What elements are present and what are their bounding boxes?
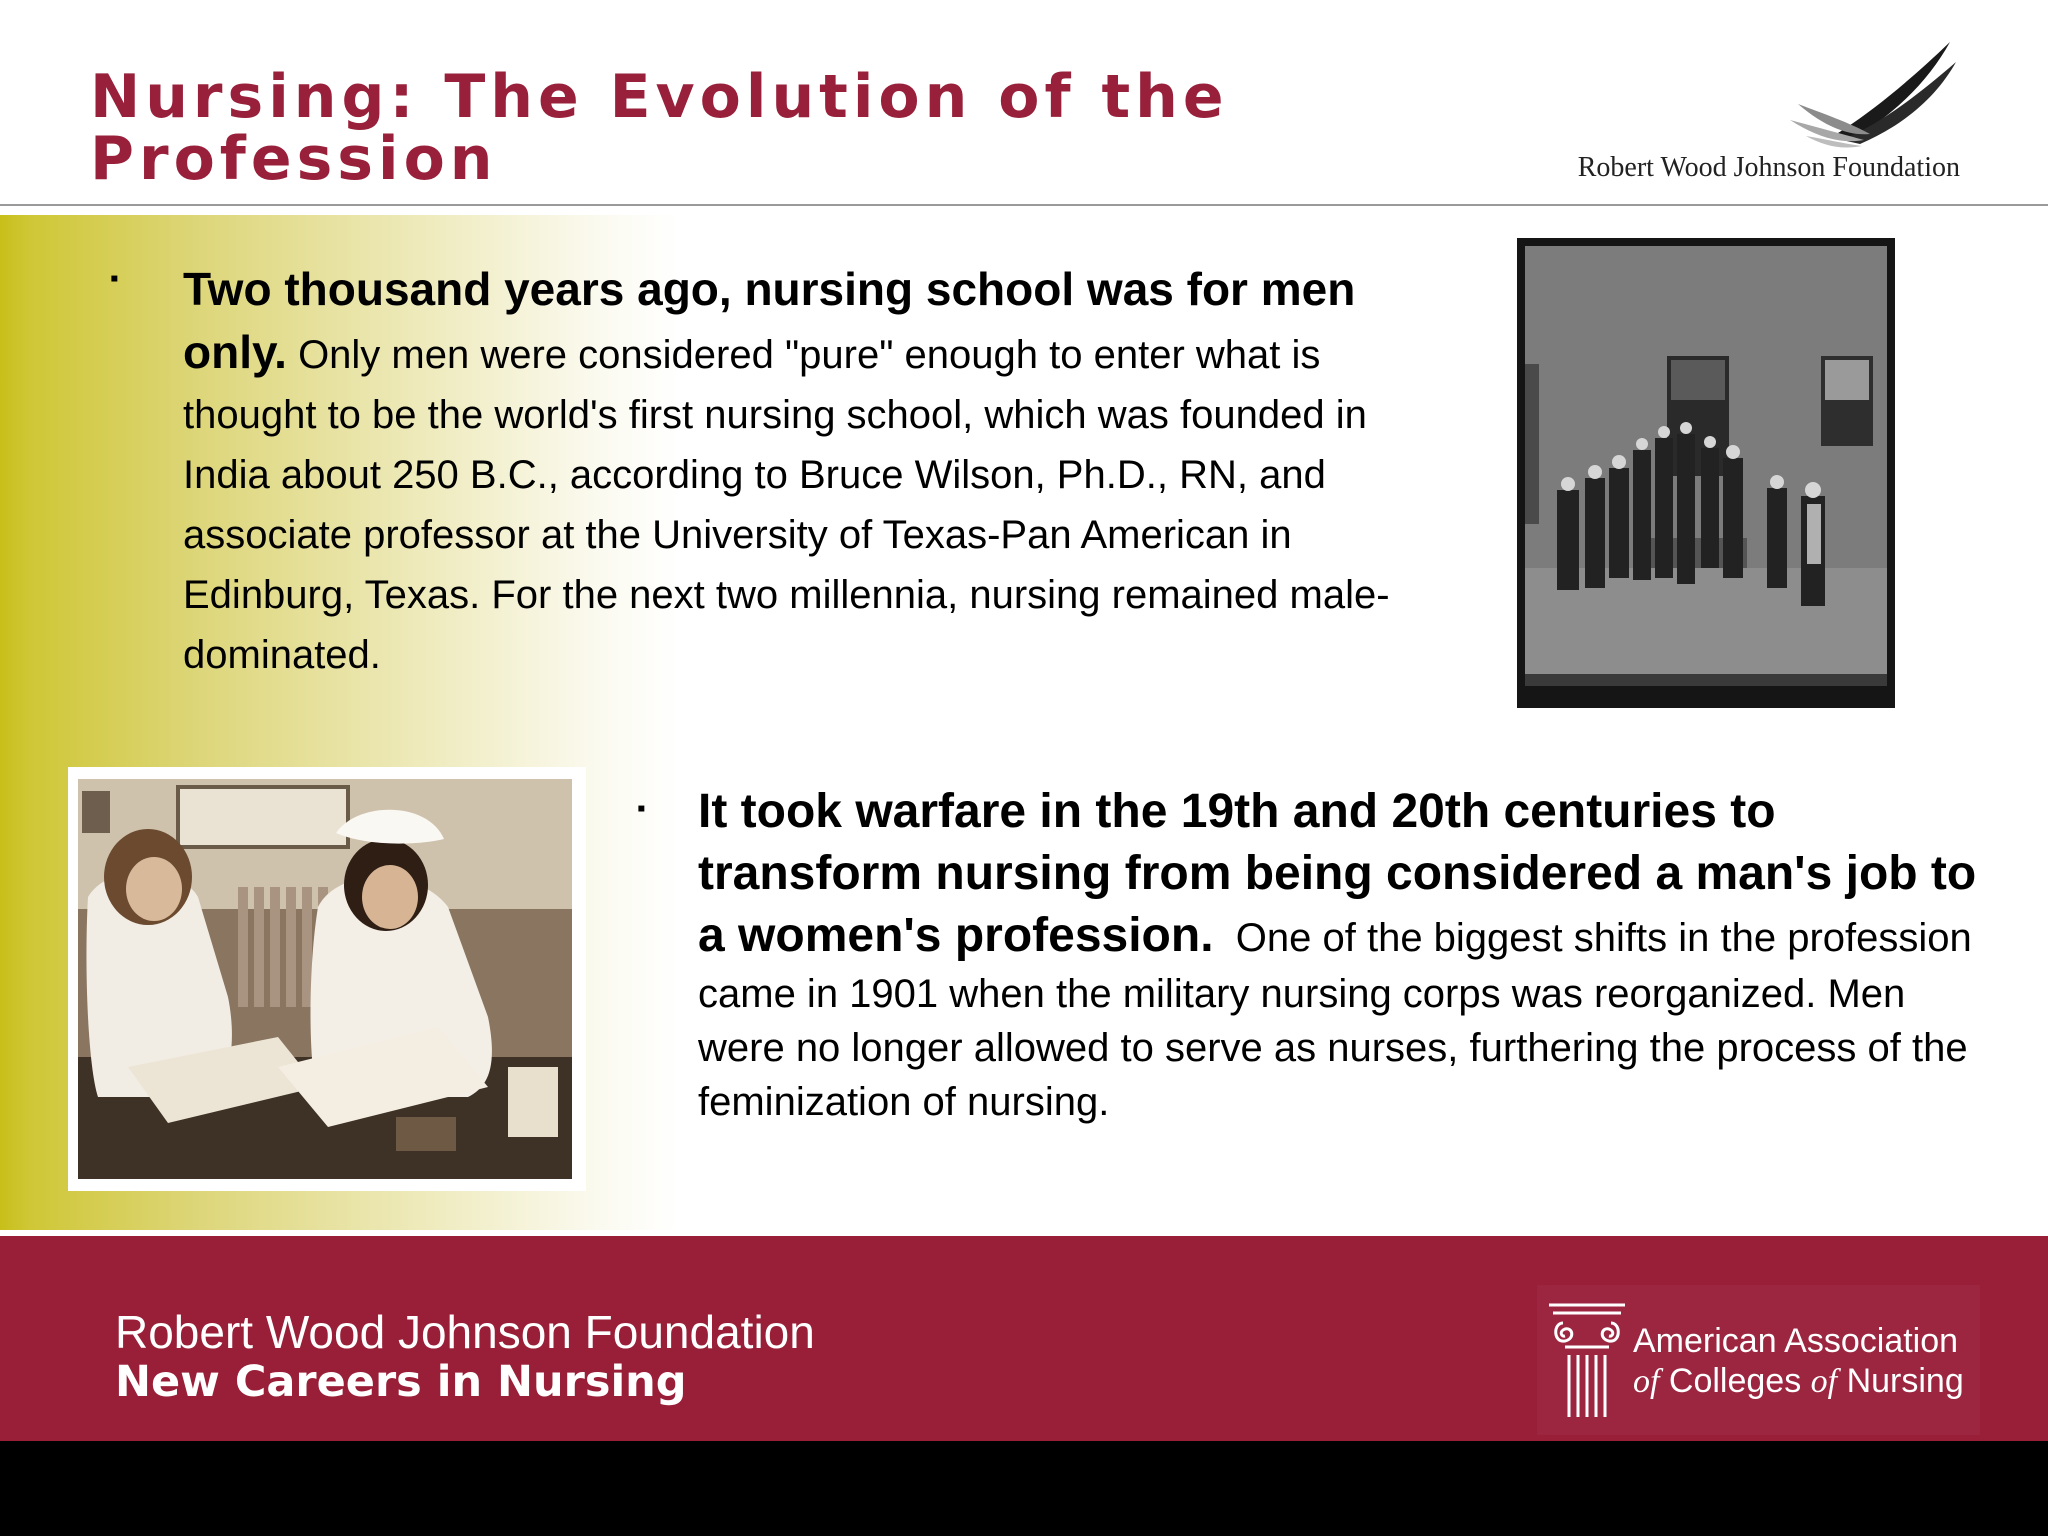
aacn-name xyxy=(1633,1321,1964,1402)
footer-org-name: Robert Wood Johnson Foundation xyxy=(115,1306,815,1358)
historic-photo-nurses xyxy=(68,767,586,1191)
bullet-body-2: One of the biggest shifts in the profession came in 1901 when the military nursing corps was reorganized. Men were no longer allowed to serve as nurses, furthering the process of the feminization of nursing. xyxy=(698,916,1972,1124)
bullet-lead-2: It took warfare in the 19th and 20th centuries to transform nursing from being considered a man's job to a women's profession. xyxy=(698,785,1977,962)
rwjf-logo xyxy=(1530,40,1960,190)
historic-photo-men xyxy=(1517,238,1895,708)
bullet-body-1: Only men were considered "pure" enough to enter what is thought to be the world's first nursing school, which was founded in India about 250 B.C., according to Bruce Wilson, Ph.D., RN, and associate professor at the University of Texas-Pan American in Edinburg, Texas. For the next two millennia, nursing remained male-dominated. xyxy=(183,333,1390,677)
bullet-lead-1: Two thousand years ago, nursing school was for men only. xyxy=(183,263,1356,378)
bullet-text-2 xyxy=(698,781,1988,1129)
footer-program-name: New Careers in Nursing xyxy=(115,1357,687,1407)
aacn-of-1: of xyxy=(1633,1363,1660,1400)
aacn-name-line-1: American Association xyxy=(1633,1322,1959,1360)
ionic-column-icon xyxy=(1549,1299,1625,1423)
aacn-of-2: of xyxy=(1810,1363,1838,1400)
aacn-colleges: Colleges xyxy=(1668,1362,1802,1400)
feather-icon xyxy=(1790,40,1960,152)
aacn-logo xyxy=(1537,1285,1980,1435)
square-bullet-icon: ▪ xyxy=(110,265,119,292)
square-bullet-icon: ▪ xyxy=(637,795,646,822)
bottom-black-strip xyxy=(0,1441,2048,1536)
title-line-1: Nursing: The Evolution of the xyxy=(90,62,1229,132)
rwjf-logo-text: Robert Wood Johnson Foundation xyxy=(1577,152,1960,183)
title-line-2: Profession xyxy=(90,124,498,194)
slide-title xyxy=(90,62,1390,194)
header-divider xyxy=(0,204,2048,206)
aacn-nursing: Nursing xyxy=(1846,1362,1964,1400)
